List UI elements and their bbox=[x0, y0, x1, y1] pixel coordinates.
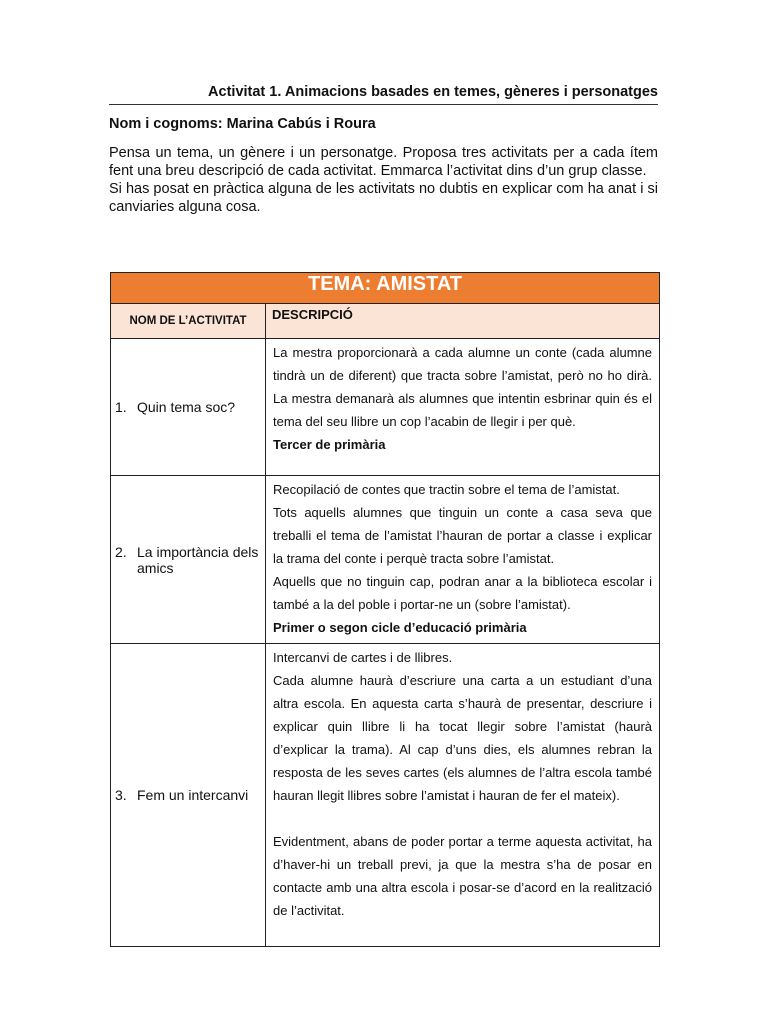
activity-number: 1. bbox=[115, 399, 127, 415]
activity-description-cell bbox=[266, 476, 660, 644]
table-row bbox=[111, 339, 660, 476]
description-paragraph: Recopilació de contes que tractin sobre el tema de l’amistat. bbox=[273, 482, 620, 497]
instructions bbox=[109, 144, 658, 216]
activity-name: Fem un intercanvi bbox=[137, 787, 249, 803]
description-paragraph: Tots aquells alumnes que tinguin un conte a casa seva que treballi el tema de l’amistat l’hauran de portar a classe i explicar la trama del conte i perquè tracta sobre l’amistat. bbox=[273, 505, 653, 566]
activity-description-cell bbox=[266, 339, 660, 476]
activity-name: Quin tema soc? bbox=[137, 399, 236, 415]
activity-description-cell bbox=[266, 644, 660, 947]
activity-name-cell bbox=[111, 339, 266, 476]
table-title: TEMA: AMISTAT bbox=[111, 273, 660, 304]
activity-level: Primer o segon cicle d’educació primària bbox=[273, 620, 527, 635]
description-paragraph: Cada alumne haurà d’escriure una carta a un estudiant d’una altra escola. En aquesta carta s’haurà de presentar, descriure i explicar quin llibre li ha tocat llegir sobre l’amistat (haurà d’explicar la trama). Al cap d’uns dies, els alumnes rebran la resposta de les seves cartes (els alumnes de l’altra escola també hauran llegit llibres sobre l’amistat i hauran de fer el mateix). bbox=[273, 673, 653, 803]
activity-name-cell bbox=[111, 476, 266, 644]
activity-level: Tercer de primària bbox=[273, 437, 386, 452]
table-title-row bbox=[111, 273, 660, 304]
instructions-paragraph-1: Pensa un tema, un gènere i un personatge. Proposa tres activitats per a cada ítem fent una breu descripció de cada activitat. Emmarca l’activitat dins d’un grup classe. bbox=[109, 145, 658, 179]
paragraph-spacer bbox=[273, 807, 652, 830]
description-paragraph: Aquells que no tinguin cap, podran anar a la biblioteca escolar i també a la del poble i portar-ne un (sobre l’amistat). bbox=[273, 574, 653, 612]
description-paragraph: Evidentment, abans de poder portar a terme aquesta activitat, ha d’haver-hi un treball previ, ja que la mestra s’ha de posar en contacte amb una altra escola i posar-se d’acord en la realització de l’activitat. bbox=[273, 834, 653, 918]
activity-name: La importància dels amics bbox=[137, 543, 259, 576]
table-row bbox=[111, 476, 660, 644]
table-row bbox=[111, 644, 660, 947]
table-header-row bbox=[111, 304, 660, 339]
column-header-name: NOM DE L’ACTIVITAT bbox=[111, 304, 266, 339]
activity-number: 3. bbox=[115, 787, 127, 803]
description-paragraph: La mestra proporcionarà a cada alumne un conte (cada alumne tindrà un de diferent) que tracta sobre l’amistat, però no ho dirà. La mestra demanarà als alumnes que intentin esbrinar quin és el tema del seu llibre un cop l’acabin de llegir i per què. bbox=[273, 345, 653, 429]
instructions-paragraph-2: Si has posat en pràctica alguna de les activitats no dubtis en explicar com ha anat i si canviaries alguna cosa. bbox=[109, 181, 658, 215]
description-paragraph: Intercanvi de cartes i de llibres. bbox=[273, 650, 453, 665]
activities-table bbox=[110, 272, 660, 947]
activity-number: 2. bbox=[115, 543, 127, 560]
student-name: Nom i cognoms: Marina Cabús i Roura bbox=[109, 116, 376, 132]
column-header-description: DESCRIPCIÓ bbox=[266, 304, 660, 339]
activity-name-cell bbox=[111, 644, 266, 947]
document-header-title: Activitat 1. Animacions basades en temes, gèneres i personatges bbox=[109, 84, 658, 105]
